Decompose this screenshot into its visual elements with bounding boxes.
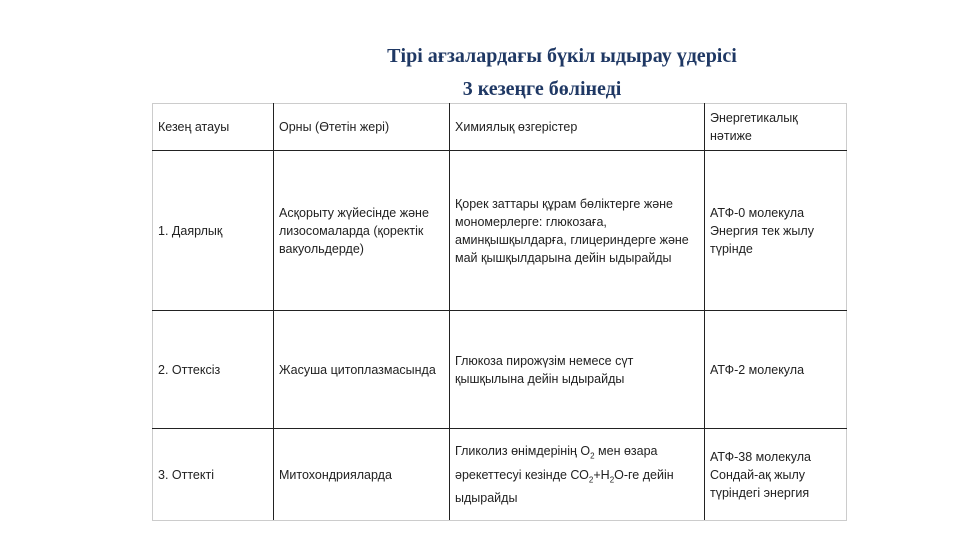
table-row: [153, 151, 847, 311]
table-cell: 1. Даярлық: [153, 151, 274, 311]
table-cell: Жасуша цитоплазмасында: [274, 311, 450, 429]
table-row: [153, 311, 847, 429]
text: мен өзара әрекеттесуі кезінде СО: [455, 444, 658, 482]
table-cell: 2. Оттексіз: [153, 311, 274, 429]
table-row: [153, 429, 847, 521]
subscript: 2: [588, 475, 594, 484]
slide-title-line1: Тірі ағзалардағы бүкіл ыдырау үдерісі: [387, 45, 737, 67]
header-cell: Химиялық өзгерістер: [450, 104, 705, 151]
subscript: 2: [609, 475, 615, 484]
text: Гликолиз өнімдерінің О: [455, 444, 591, 458]
subscript: 2: [590, 451, 595, 461]
table-cell: 3. Оттекті: [153, 429, 274, 521]
table-cell: Қорек заттары құрам бөліктерге және мономерлерге: глюкозаға, аминқышқылдарға, глицериндерге және май қышқылдарына дейін ыдырайды: [450, 151, 705, 311]
text: О-ге дейін ыдырайды: [455, 467, 674, 505]
table-cell: Митохондрияларда: [274, 429, 450, 521]
header-cell: Орны (Өтетін жері): [274, 104, 450, 151]
slide-title-line2: 3 кезеңге бөлінеді: [462, 78, 622, 100]
table-header-row: [153, 104, 847, 151]
table-cell: Асқорыту жүйесінде және лизосомаларда (қоректік вакуольдерде): [274, 151, 450, 311]
table-cell: Глюкоза пирожүзім немесе сүт қышқылына дейін ыдырайды: [450, 311, 705, 429]
table-cell: [450, 429, 705, 521]
table-cell: АТФ-2 молекула: [705, 311, 847, 429]
table-cell: АТФ-38 молекула Сондай-ақ жылу түріндегі энергия: [705, 429, 847, 521]
text: +Н: [593, 467, 610, 482]
table-cell: АТФ-0 молекула Энергия тек жылу түрінде: [705, 151, 847, 311]
header-cell: Кезең атауы: [153, 104, 274, 151]
stages-table: [152, 103, 847, 521]
header-cell: Энергетикалық нәтиже: [705, 104, 847, 151]
